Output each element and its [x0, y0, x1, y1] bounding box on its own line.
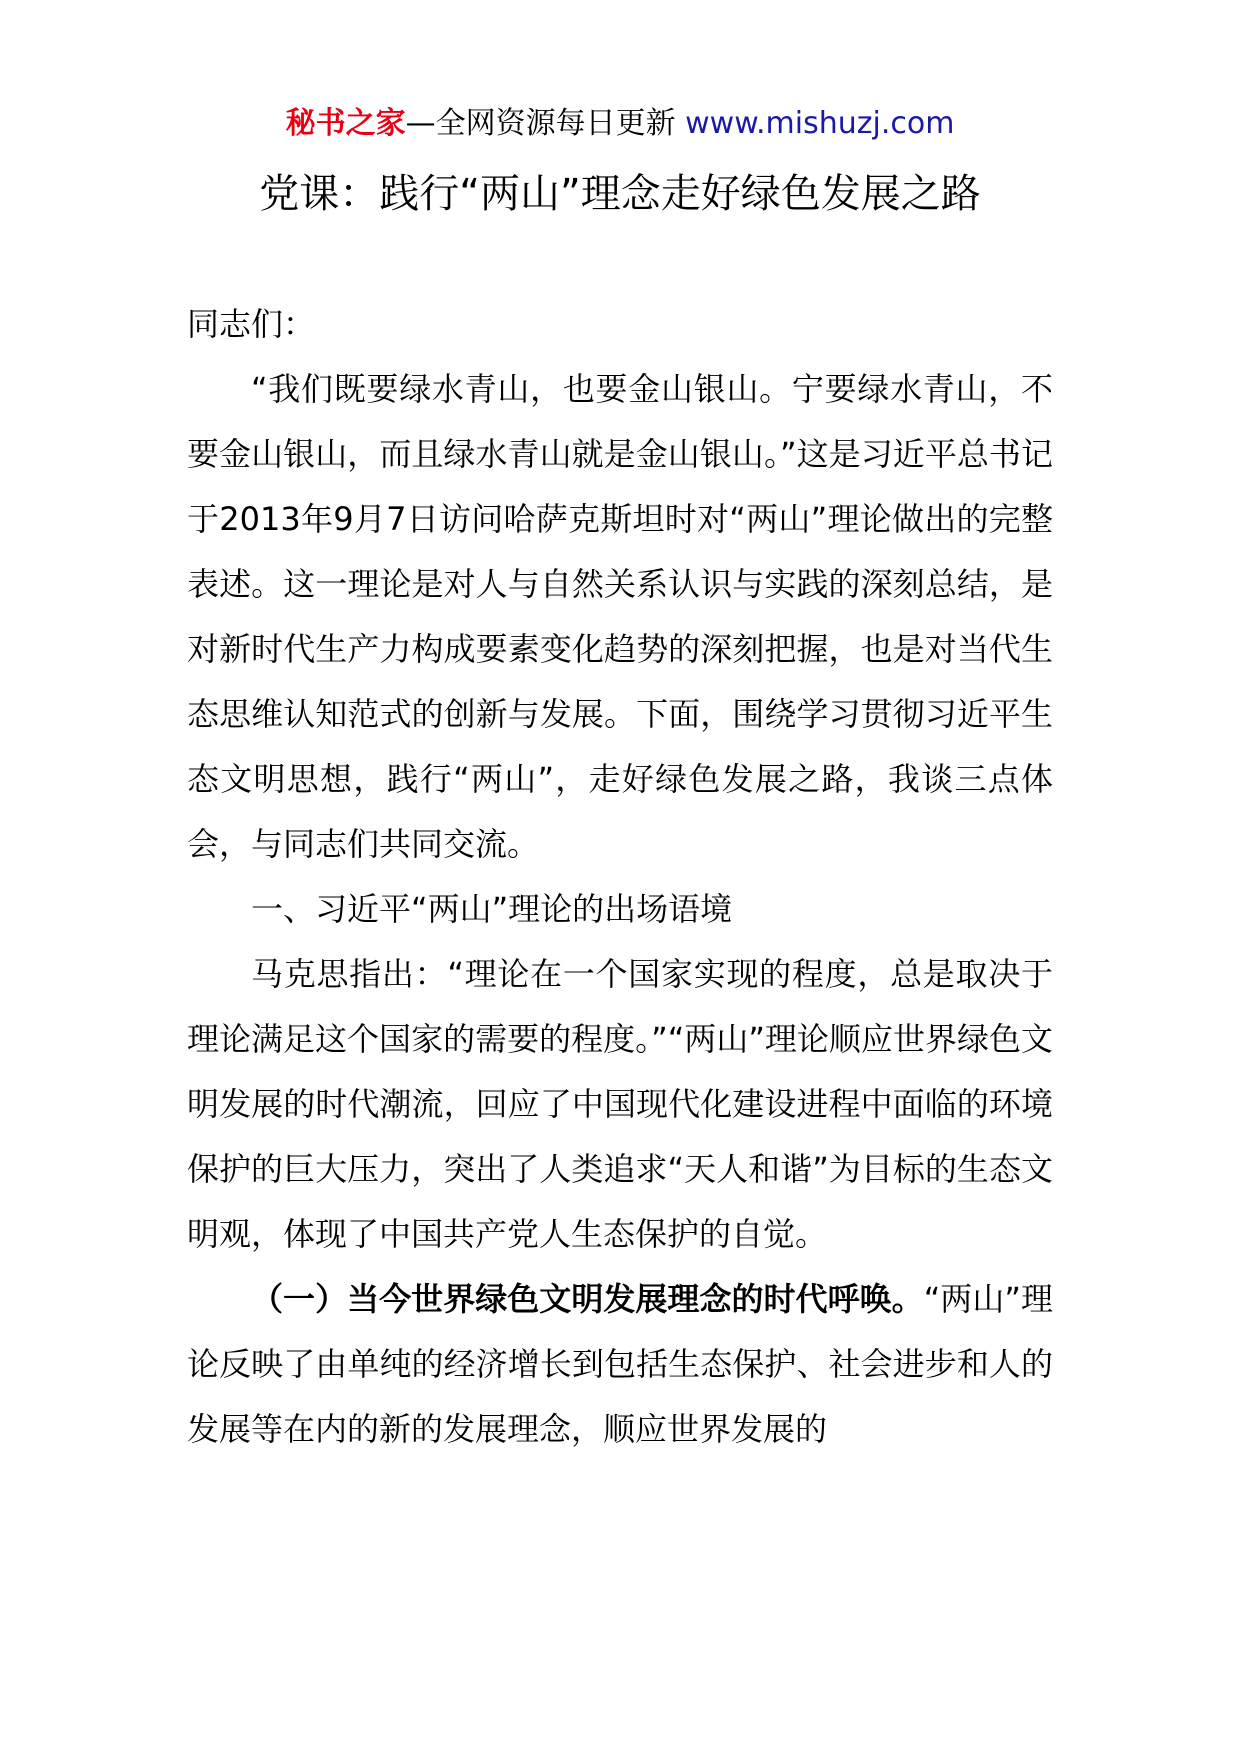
subsection-heading-1: （一）当今世界绿色文明发展理念的时代呼唤。 — [251, 1280, 924, 1318]
paragraph-subsection-1 — [187, 1267, 1053, 1462]
section-heading-1: 一、习近平“两山”理论的出场语境 — [251, 890, 733, 928]
site-url-link[interactable]: www.mishuzj.com — [685, 106, 955, 141]
salutation: 同志们： — [187, 305, 316, 343]
paragraph-marx-quote: 马克思指出：“理论在一个国家实现的程度，总是取决于理论满足这个国家的需要的程度。”“两山”理论顺应世界绿色文明发展的时代潮流，回应了中国现代化建设进程中面临的环境保护的巨大压力，突出了人类追求“天人和谐”为目标的生态文明观，体现了中国共产党人生态保护的自觉。 — [187, 955, 1053, 1253]
paragraph-intro: “我们既要绿水青山，也要金山银山。宁要绿水青山，不要金山银山，而且绿水青山就是金山银山。”这是习近平总书记于2013年9月7日访问哈萨克斯坦时对“两山”理论做出的完整表述。这一理论是对人与自然关系认识与实践的深刻总结，是对新时代生产力构成要素变化趋势的深刻把握，也是对当代生态思维认知范式的创新与发展。下面，围绕学习贯彻习近平生态文明思想，践行“两山”，走好绿色发展之路，我谈三点体会，与同志们共同交流。 — [187, 370, 1053, 863]
subsection-text-1: “两山”理论反映了由单纯的经济增长到包括生态保护、社会进步和人的发展等在内的新的发展理念，顺应世界发展的 — [187, 1280, 1053, 1448]
site-brand: 秘书之家 — [285, 106, 406, 141]
site-tagline: —全网资源每日更新 — [405, 106, 686, 141]
site-header — [0, 102, 1240, 146]
document-title: 党课：践行“两山”理念走好绿色发展之路 — [259, 171, 981, 217]
document-body — [187, 292, 1053, 1462]
